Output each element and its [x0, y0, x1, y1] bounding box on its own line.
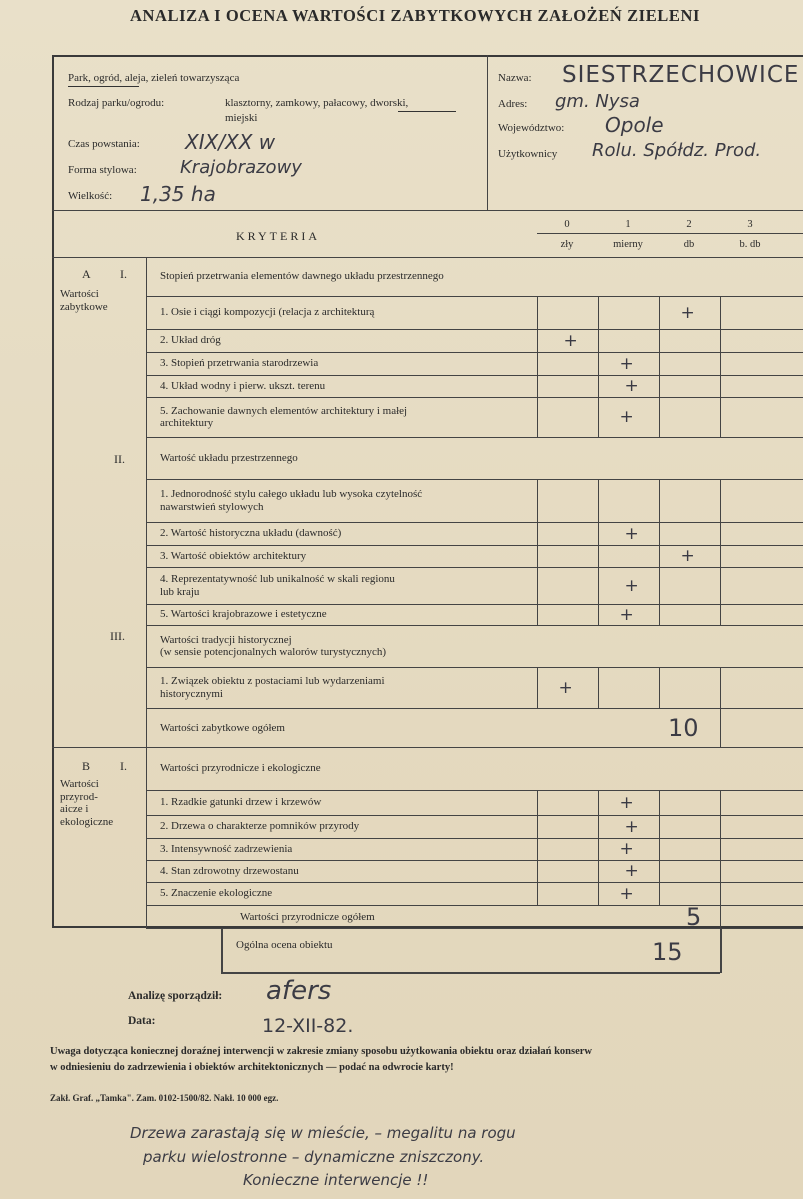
note-line-1: Drzewa zarastają się w mieście, – megalitu na rogu — [130, 1124, 516, 1142]
row-divider — [146, 522, 803, 523]
row-divider — [146, 329, 803, 330]
forma-value: Krajobrazowy — [180, 157, 302, 178]
grade-column-line — [659, 567, 660, 604]
nazwa-label: Nazwa: — [498, 72, 532, 84]
grade-column-line — [659, 838, 660, 860]
data-label: Data: — [128, 1015, 156, 1027]
overall-right — [720, 928, 722, 973]
adres-label: Adres: — [498, 98, 528, 110]
grade-column-line — [598, 375, 599, 397]
grade-column-line — [720, 522, 721, 545]
total-label: Wartości przyrodnicze ogółem — [240, 910, 375, 923]
section-a-roman: I. — [120, 267, 127, 281]
park-underline — [68, 86, 139, 87]
wojewodztwo-value: Opole — [605, 113, 664, 137]
grade-column-line — [598, 860, 599, 882]
grade-column-line — [720, 397, 721, 437]
criterion-label: 5. Znaczenie ekologiczne — [160, 887, 273, 900]
col-0-num: 0 — [564, 219, 570, 230]
cell-border — [146, 479, 147, 522]
cell-border — [146, 790, 147, 815]
uwaga-line-2: w odniesieniu do zadrzewienia i obiektów architektonicznych — podać na odwrocie karty! — [50, 1062, 454, 1073]
subsection-title: Wartość układu przestrzennego — [160, 451, 298, 464]
row-divider — [146, 375, 803, 376]
uwaga-line-1: Uwaga dotycząca koniecznej doraźnej interwencji w zakresie zmiany sposobu użytkowania obiektu oraz działań konserw — [50, 1046, 592, 1057]
signature: afers — [266, 976, 332, 1006]
grade-column-line — [537, 860, 538, 882]
row-divider — [146, 397, 803, 398]
cell-border — [146, 545, 147, 567]
grade-column-line — [659, 860, 660, 882]
criterion-label: 3. Stopień przetrwania starodrzewia — [160, 357, 319, 370]
grade-column-line — [659, 815, 660, 838]
cell-border — [146, 567, 147, 604]
grade-column-line — [537, 352, 538, 375]
grade-column-line — [659, 522, 660, 545]
grade-column-line — [537, 397, 538, 437]
row-divider — [146, 708, 803, 709]
grade-column-line — [720, 296, 721, 329]
note-line-2: parku wielostronne – dynamiczne zniszczony. — [143, 1148, 485, 1166]
grade-column-line — [720, 860, 721, 882]
czas-value: XIX/XX w — [185, 130, 276, 154]
grade-column-line — [598, 522, 599, 545]
col-2-label: db — [683, 239, 695, 250]
section-a-ii-roman: II. — [114, 452, 125, 466]
col-0-label: zły — [560, 239, 574, 250]
colhead-bottom — [52, 257, 803, 258]
grade-column-line — [720, 545, 721, 567]
grade-column-line — [720, 567, 721, 604]
col-3-num: 3 — [747, 219, 753, 230]
dworski-underline — [398, 111, 456, 112]
grade-check-mark: + — [624, 376, 639, 396]
park-type-line: Park, ogród, aleja, zieleń towarzysząca — [68, 72, 240, 84]
grade-check-mark: + — [619, 883, 634, 904]
nazwa-value: SIESTRZECHOWICE — [562, 62, 800, 88]
row-divider — [146, 545, 803, 546]
row-divider — [146, 882, 803, 883]
criterion-label: 3. Intensywność zadrzewienia — [160, 842, 293, 855]
criterion-label: 2. Układ dróg — [160, 334, 221, 347]
cell-border — [146, 375, 147, 397]
row-divider — [146, 437, 803, 438]
criterion-label: 1. Rzadkie gatunki drzew i krzewów — [160, 796, 322, 809]
grade-column-line — [720, 882, 721, 905]
overall-value: 15 — [652, 938, 683, 966]
grade-column-line — [537, 882, 538, 905]
section-b-roman: I. — [120, 759, 127, 773]
grade-column-line — [537, 522, 538, 545]
grade-column-line — [659, 545, 660, 567]
section-a-b-divider — [52, 747, 147, 748]
grade-column-line — [720, 790, 721, 815]
grade-check-mark: + — [680, 302, 695, 323]
criterion-label: 4. Reprezentatywność lub unikalność w skali regionu lub kraju — [160, 573, 395, 598]
grade-column-line — [720, 604, 721, 625]
cell-border — [146, 815, 147, 838]
overall-bottom — [221, 972, 720, 974]
wojewodztwo-label: Województwo: — [498, 122, 565, 134]
rodzaj-options-2: miejski — [225, 112, 258, 124]
adres-value: gm. Nysa — [555, 91, 640, 112]
row-divider — [146, 352, 803, 353]
grade-column-line — [720, 329, 721, 352]
data-value: 12-XII-82. — [262, 1015, 354, 1037]
criterion-label: 2. Wartość historyczna układu (dawność) — [160, 527, 342, 540]
section-b-name: Wartości przyrod- aicze i ekologiczne — [60, 778, 114, 828]
grade-column-line — [598, 815, 599, 838]
grade-column-line — [598, 352, 599, 375]
grade-column-line — [598, 296, 599, 329]
section-a-iii-roman: III. — [110, 629, 125, 643]
subsection-title: Wartości przyrodnicze i ekologiczne — [160, 762, 321, 775]
grade-column-line — [537, 567, 538, 604]
kryteria-heading: KRYTERIA — [236, 229, 320, 243]
cell-border — [146, 882, 147, 905]
grade-column-line — [720, 838, 721, 860]
grade-column-line — [659, 329, 660, 352]
grade-column-line — [598, 790, 599, 815]
analiza-label: Analizę sporządził: — [128, 990, 223, 1002]
overall-label: Ogólna ocena obiektu — [236, 939, 333, 951]
grade-column-line — [659, 882, 660, 905]
grade-column-line — [537, 329, 538, 352]
grade-column-line — [598, 567, 599, 604]
grade-column-line — [720, 667, 721, 708]
wielkosc-label: Wielkość: — [68, 190, 113, 202]
grade-column-line — [598, 397, 599, 437]
subsection-title: Wartości tradycji historycznej (w sensie potencjonalnych walorów turystycznych) — [160, 633, 387, 658]
cell-border — [146, 838, 147, 860]
row-divider — [146, 667, 803, 668]
criterion-label: 2. Drzewa o charakterze pomników przyrody — [160, 820, 360, 833]
grade-column-line — [659, 667, 660, 708]
section-b-letter: B — [82, 759, 91, 773]
cell-border — [146, 860, 147, 882]
header-split — [487, 55, 488, 210]
row-divider — [146, 296, 803, 297]
cell-border — [146, 604, 147, 625]
row-divider — [146, 905, 803, 906]
grade-column-line — [659, 352, 660, 375]
grade-column-line — [537, 296, 538, 329]
row-divider — [146, 790, 803, 791]
grade-column-line — [537, 545, 538, 567]
grade-check-mark: + — [624, 861, 639, 881]
cell-border — [146, 397, 147, 437]
grade-column-line — [598, 479, 599, 522]
row-divider — [146, 567, 803, 568]
wielkosc-value: 1,35 ha — [140, 182, 216, 206]
row-divider — [146, 747, 803, 748]
grade-column-line — [659, 375, 660, 397]
criterion-label: 1. Osie i ciągi kompozycji (relacja z architekturą — [160, 306, 375, 319]
rodzaj-label: Rodzaj parku/ogrodu: — [68, 97, 165, 109]
grade-column-line — [598, 667, 599, 708]
row-divider — [146, 625, 803, 626]
note-line-3: Konieczne interwencje !! — [243, 1171, 429, 1189]
row-divider — [146, 838, 803, 839]
grade-column-line — [659, 790, 660, 815]
cell-border — [146, 296, 147, 329]
print-info: Zakł. Graf. „Tamka". Zam. 0102-1500/82. Nakł. 10 000 egz. — [50, 1093, 279, 1103]
grade-column-line — [598, 838, 599, 860]
forma-label: Forma stylowa: — [68, 164, 137, 176]
grade-column-line — [598, 329, 599, 352]
rodzaj-options: klasztorny, zamkowy, pałacowy, dworski, — [225, 97, 409, 109]
total-column-line — [720, 905, 721, 928]
grade-column-line — [659, 397, 660, 437]
uzytkownicy-value: Rolu. Spółdz. Prod. — [592, 140, 762, 161]
colhead-divider — [537, 233, 803, 234]
total-column-line — [720, 708, 721, 747]
total-value: 5 — [686, 902, 702, 931]
grade-column-line — [598, 882, 599, 905]
grade-column-line — [659, 296, 660, 329]
criterion-label: 1. Związek obiektu z postaciami lub wydarzeniami historycznymi — [160, 675, 385, 700]
overall-left — [221, 928, 223, 973]
grade-column-line — [537, 604, 538, 625]
row-divider — [146, 860, 803, 861]
total-value: 10 — [668, 713, 699, 742]
row-divider — [146, 815, 803, 816]
grade-check-mark: + — [624, 575, 639, 596]
section-a-name: Wartości zabytkowe — [60, 288, 108, 313]
criterion-label: 4. Stan zdrowotny drzewostanu — [160, 864, 299, 877]
subsection-title: Stopień przetrwania elementów dawnego układu przestrzennego — [160, 270, 444, 283]
col-1-label: mierny — [613, 239, 643, 250]
grade-column-line — [537, 815, 538, 838]
form-title: ANALIZA I OCENA WARTOŚCI ZABYTKOWYCH ZAŁOŻEŃ ZIELENI — [130, 6, 701, 25]
grade-column-line — [659, 604, 660, 625]
col-2-num: 2 — [686, 219, 692, 230]
col-1-num: 1 — [625, 219, 631, 230]
cell-border — [146, 667, 147, 708]
section-a-letter: A — [82, 267, 91, 281]
cell-border — [146, 352, 147, 375]
grade-check-mark: + — [680, 546, 695, 566]
grade-column-line — [720, 352, 721, 375]
row-divider — [146, 928, 803, 929]
grade-column-line — [537, 667, 538, 708]
criterion-label: 5. Zachowanie dawnych elementów architektury i małej architektury — [160, 404, 408, 429]
cell-border — [146, 329, 147, 352]
grade-check-mark: + — [619, 792, 634, 813]
grade-column-line — [720, 479, 721, 522]
grade-check-mark: + — [619, 407, 634, 427]
grade-column-line — [537, 479, 538, 522]
grade-check-mark: + — [558, 677, 573, 698]
grade-column-line — [598, 604, 599, 625]
grade-check-mark: + — [619, 353, 634, 374]
grade-check-mark: + — [563, 330, 578, 351]
criterion-label: 4. Układ wodny i pierw. ukszt. terenu — [160, 379, 326, 392]
row-divider — [146, 604, 803, 605]
grade-column-line — [537, 838, 538, 860]
criterion-label: 5. Wartości krajobrazowe i estetyczne — [160, 608, 327, 621]
grade-column-line — [720, 375, 721, 397]
grade-column-line — [537, 790, 538, 815]
czas-label: Czas powstania: — [68, 138, 140, 150]
criterion-label: 1. Jednorodność stylu całego układu lub wysoka czytelność nawarstwień stylowych — [160, 488, 423, 513]
grade-column-line — [659, 479, 660, 522]
grade-check-mark: + — [624, 523, 639, 544]
col-3-label: b. db — [739, 239, 761, 250]
grade-column-line — [720, 815, 721, 838]
row-divider — [146, 479, 803, 480]
grade-check-mark: + — [624, 816, 639, 837]
cell-border — [146, 522, 147, 545]
total-label: Wartości zabytkowe ogółem — [160, 721, 285, 734]
grade-column-line — [537, 375, 538, 397]
uzytkownicy-label: Użytkownicy — [498, 148, 558, 160]
criterion-label: 3. Wartość obiektów architektury — [160, 549, 307, 562]
grade-check-mark: + — [619, 604, 634, 625]
grade-column-line — [598, 545, 599, 567]
grade-check-mark: + — [619, 839, 634, 859]
header-divider — [52, 210, 803, 211]
